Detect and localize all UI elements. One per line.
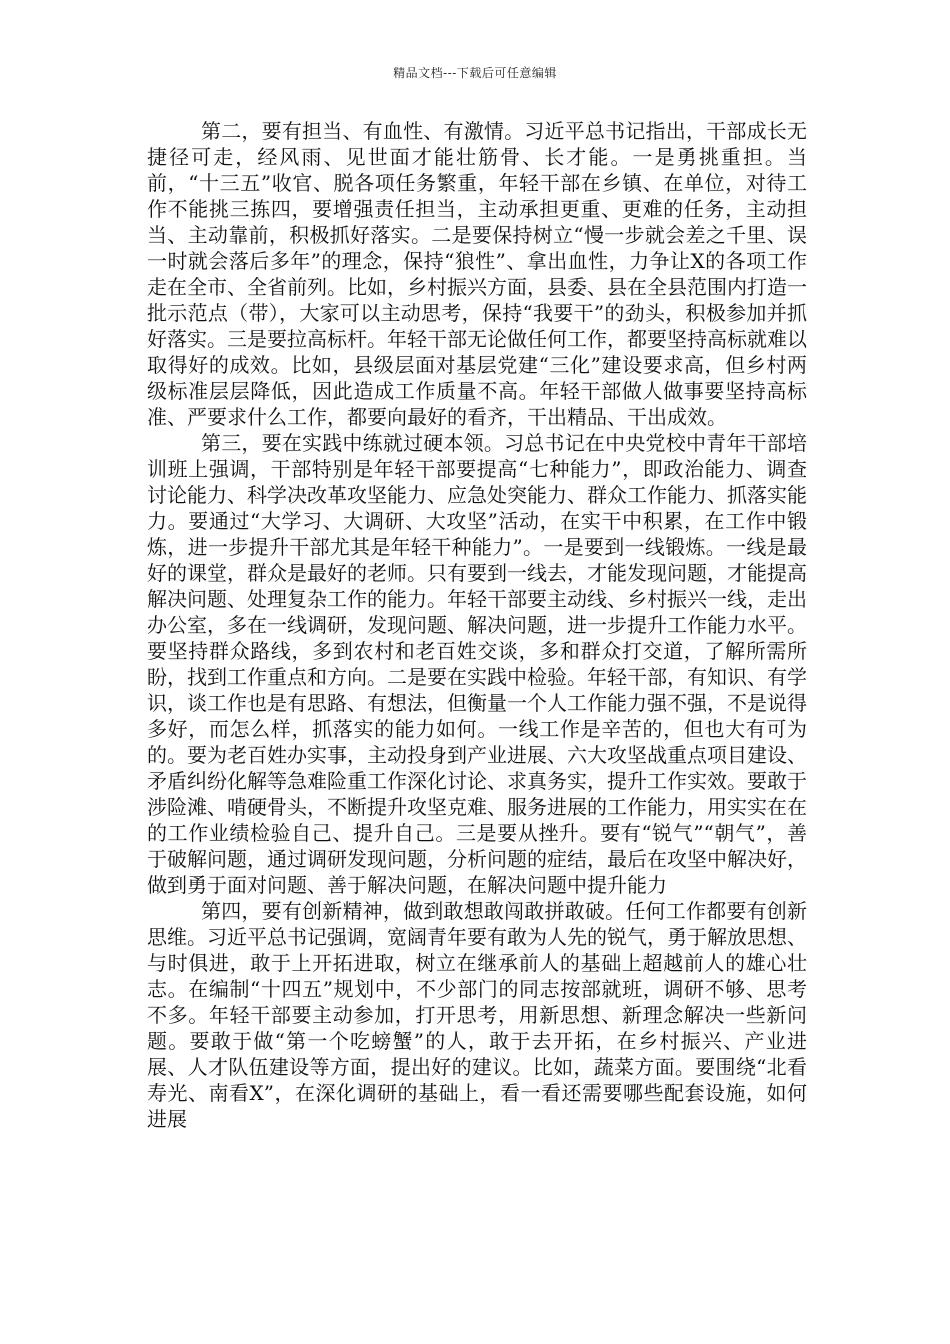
paragraph-second: 第二，要有担当、有血性、有激情。习近平总书记指出，干部成长无捷径可走，经风雨、见世面才能壮筋骨、长才能。一是勇挑重担。当前，“十三五”收官、脱各项任务繁重，年轻干部在乡镇、在单位，对待工作不能挑三拣四，要增强责任担当，主动承担更重、更难的任务，主动担当、主动靠前，积极抓好落实。二是要保持树立“慢一步就会差之千里、误一时就会落后多年”的理念，保持“狼性”、拿出血性，力争让X的各项工作走在全市、全省前列。比如，乡村振兴方面，县委、县在全县范围内打造一批示范点（带），大家可以主动思考，保持“我要干”的劲头，积极参加并抓好落实。三是要拉高标杆。年轻干部无论做任何工作，都要坚持高标就难以取得好的成效。比如，县级层面对基层党建“三化”建设要求高，但乡村两级标准层层降低，因此造成工作质量不高。年轻干部做人做事要坚持高标准、严要求什么工作，都要向最好的看齐，干出精品、干出成效。 <box>147 119 807 429</box>
paragraph-fourth: 第四，要有创新精神，做到敢想敢闯敢拼敢破。任何工作都要有创新思维。习近平总书记强调，宽阔青年要有敢为人先的锐气，勇于解放思想、与时俱进，敢于上开拓进取，树立在继承前人的基础上超越前人的雄心壮志。在编制“十四五”规划中，不少部门的同志按部就班，调研不够、思考不多。年轻干部要主动参加，打开思考，用新思想、新理念解决一些新问题。要敢于做“第一个吃螃蟹”的人，敢于去开拓，在乡村振兴、产业进展、人才队伍建设等方面，提出好的建议。比如，蔬菜方面。要围绕“北看寿光、南看X”，在深化调研的基础上，看一看还需要哪些配套设施，如何进展 <box>147 899 807 1131</box>
page-header: 精品文档---下载后可任意编辑 <box>393 66 557 80</box>
paragraph-third: 第三，要在实践中练就过硬本领。习总书记在中央党校中青年干部培训班上强调，干部特别是年轻干部要提高“七种能力”，即政治能力、调查讨论能力、科学决改革攻坚能力、应急处突能力、群众工作能力、抓落实能力。要通过“大学习、大调研、大攻坚”活动，在实干中积累，在工作中锻炼，进一步提升干部尤其是年轻干种能力”。一是要到一线锻炼。一线是最好的课堂，群众是最好的老师。只有要到一线去，才能发现问题，才能提高解决问题、处理复杂工作的能力。年轻干部要主动线、乡村振兴一线，走出办公室，多在一线调研，发现问题、解决问题，进一步提升工作能力水平。要坚持群众路线，多到农村和老百姓交谈，多和群众打交道，了解所需所盼，找到工作重点和方向。二是要在实践中检验。年轻干部，有知识、有学识，谈工作也是有思路、有想法，但衡量一个人工作能力强不强，不是说得多好，而怎么样，抓落实的能力如何。一线工作是辛苦的，但也大有可为的。要为老百姓办实事，主动投身到产业进展、六大攻坚战重点项目建设、矛盾纠纷化解等急难险重工作深化讨论、求真务实，提升工作实效。要敢于涉险滩、啃硬骨头，不断提升攻坚克难、服务进展的工作能力，用实实在在的工作业绩检验自己、提升自己。三是要从挫升。要有“锐气”“朝气”，善于破解问题，通过调研发现问题，分析问题的症结，最后在攻坚中解决好，做到勇于面对问题、善于解决问题，在解决问题中提升能力 <box>147 431 807 897</box>
document-body <box>147 118 807 1132</box>
